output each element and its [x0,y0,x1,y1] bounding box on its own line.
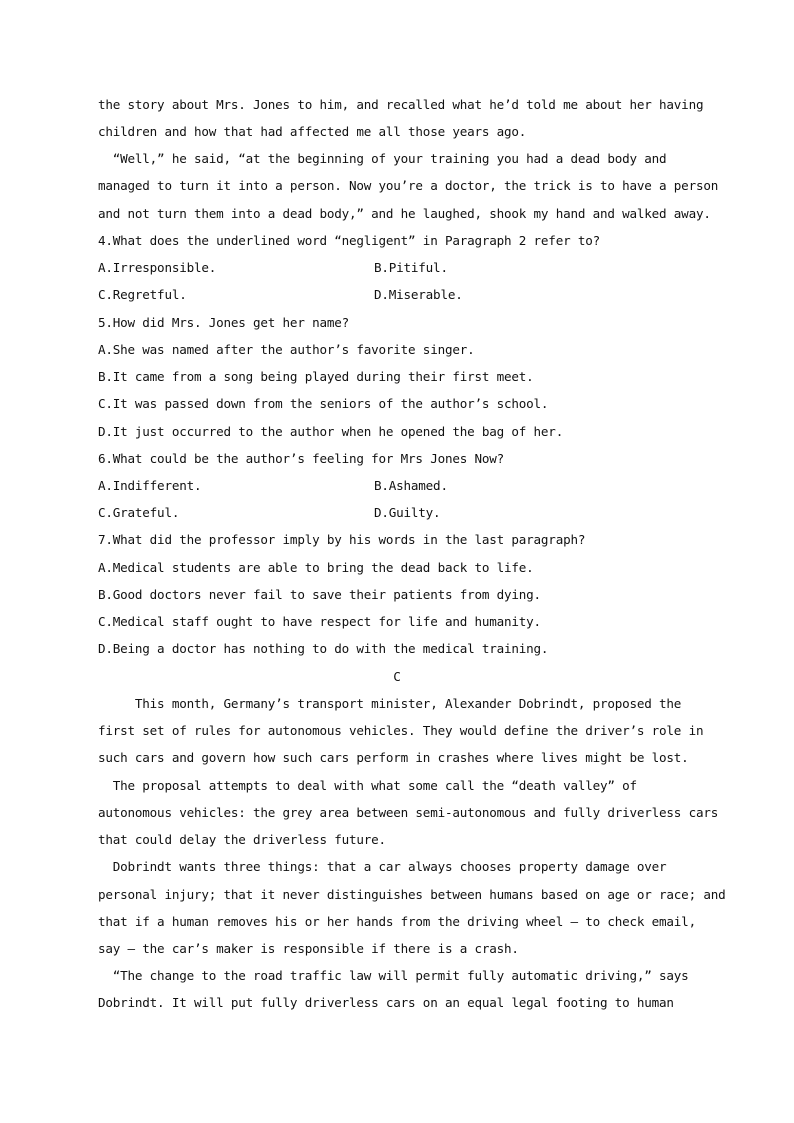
passage-line: the story about Mrs. Jones to him, and recalled what he’d told me about her having [98,97,704,112]
question-7-stem: 7.What did the professor imply by his words in the last paragraph? [98,532,586,547]
question-7-option-a: A.Medical students are able to bring the dead back to life. [98,560,534,575]
question-5-option-b: B.It came from a song being played during their first meet. [98,369,534,384]
question-7-option-d: D.Being a doctor has nothing to do with the medical training. [98,641,549,656]
question-4-stem: 4.What does the underlined word “negligent” in Paragraph 2 refer to? [98,233,600,248]
passage-line: Dobrindt. It will put fully driverless cars on an equal legal footing to human [98,995,674,1010]
passage-line: that if a human removes his or her hands from the driving wheel — to check email, [98,914,696,929]
passage-line: The proposal attempts to deal with what some call the “death valley” of [98,778,637,793]
question-6-option-d: D.Guilty. [374,505,441,520]
question-4-option-c: C.Regretful. [98,287,187,302]
section-c-heading: C [393,669,401,684]
question-4-option-b: B.Pitiful. [374,260,448,275]
question-7-option-c: C.Medical staff ought to have respect for life and humanity. [98,614,541,629]
passage-line: autonomous vehicles: the grey area between semi-autonomous and fully driverless cars [98,805,719,820]
question-5-option-a: A.She was named after the author’s favorite singer. [98,342,475,357]
question-6-option-c: C.Grateful. [98,505,180,520]
question-6-option-b: B.Ashamed. [374,478,448,493]
passage-line: and not turn them into a dead body,” and he laughed, shook my hand and walked away. [98,206,711,221]
passage-line: children and how that had affected me all those years ago. [98,124,527,139]
passage-line: that could delay the driverless future. [98,832,386,847]
question-5-option-d: D.It just occurred to the author when he opened the bag of her. [98,424,564,439]
passage-line: say — the car’s maker is responsible if there is a crash. [98,941,519,956]
passage-line: Dobrindt wants three things: that a car always chooses property damage over [98,859,667,874]
question-7-option-b: B.Good doctors never fail to save their patients from dying. [98,587,541,602]
passage-line: managed to turn it into a person. Now you’re a doctor, the trick is to have a person [98,178,719,193]
question-4-option-a: A.Irresponsible. [98,260,217,275]
passage-line: “Well,” he said, “at the beginning of your training you had a dead body and [98,151,667,166]
passage-line: first set of rules for autonomous vehicles. They would define the driver’s role in [98,723,704,738]
passage-line: “The change to the road traffic law will permit fully automatic driving,” says [98,968,689,983]
passage-line: personal injury; that it never distinguishes between humans based on age or race; and [98,887,726,902]
question-4-option-d: D.Miserable. [374,287,463,302]
question-5-stem: 5.How did Mrs. Jones get her name? [98,315,349,330]
question-6-stem: 6.What could be the author’s feeling for Mrs Jones Now? [98,451,505,466]
passage-line: such cars and govern how such cars perform in crashes where lives might be lost. [98,750,689,765]
question-5-option-c: C.It was passed down from the seniors of the author’s school. [98,396,549,411]
passage-line: This month, Germany’s transport minister, Alexander Dobrindt, proposed the [98,696,682,711]
question-6-option-a: A.Indifferent. [98,478,202,493]
